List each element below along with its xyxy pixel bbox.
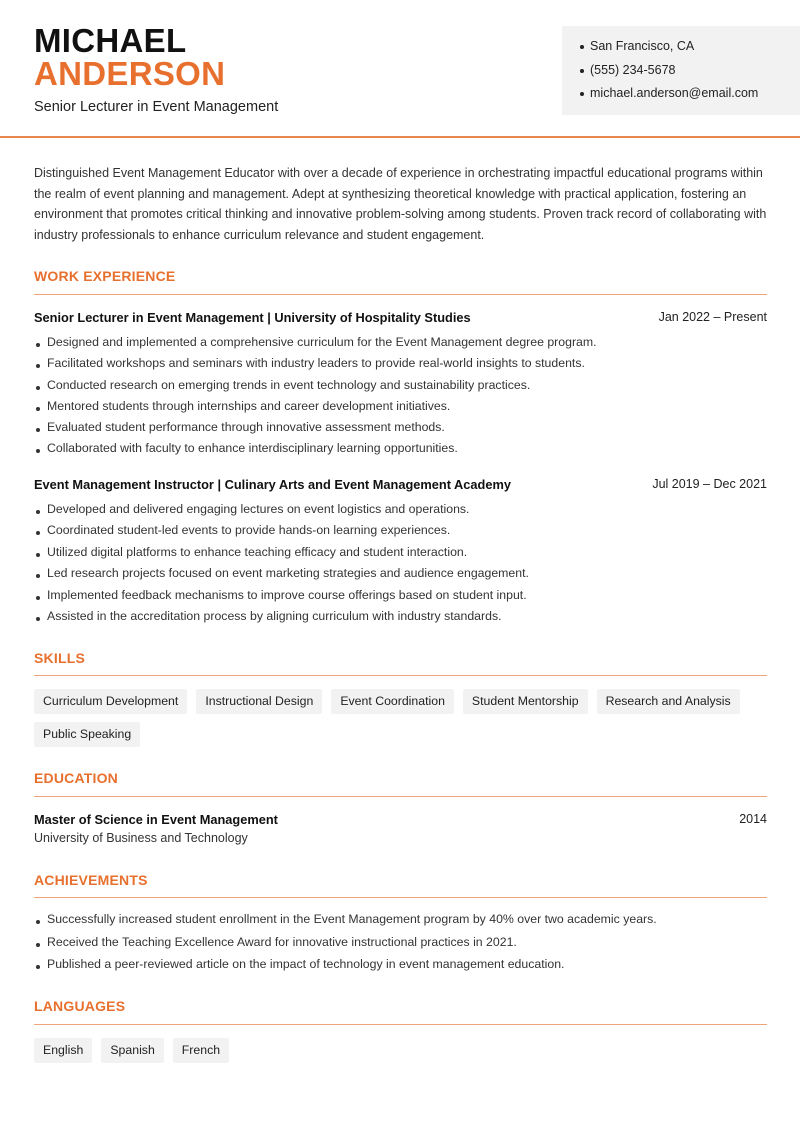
list-item: Designed and implemented a comprehensive curriculum for the Event Management degree program. bbox=[34, 335, 767, 356]
skill-tag: Research and Analysis bbox=[597, 689, 740, 714]
language-tag: English bbox=[34, 1038, 92, 1063]
job-role: Senior Lecturer in Event Management | University of Hospitality Studies bbox=[34, 310, 471, 325]
section-divider bbox=[34, 1024, 767, 1025]
section-divider bbox=[34, 675, 767, 676]
list-item: Developed and delivered engaging lectures on event logistics and operations. bbox=[34, 502, 767, 523]
skill-tag: Public Speaking bbox=[34, 722, 140, 747]
section-divider bbox=[34, 294, 767, 295]
contact-phone: (555) 234-5678 bbox=[580, 59, 800, 83]
list-item: Conducted research on emerging trends in event technology and sustainability practices. bbox=[34, 378, 767, 399]
skill-tag: Instructional Design bbox=[196, 689, 322, 714]
skill-tag: Event Coordination bbox=[331, 689, 454, 714]
section-title-achievements: ACHIEVEMENTS bbox=[34, 872, 148, 888]
section-title-work: WORK EXPERIENCE bbox=[34, 268, 176, 284]
list-item: Received the Teaching Excellence Award for innovative instructional practices in 2021. bbox=[34, 935, 767, 958]
skill-tag: Curriculum Development bbox=[34, 689, 187, 714]
section-divider bbox=[34, 796, 767, 797]
first-name: MICHAEL bbox=[34, 22, 187, 59]
job-bullets bbox=[34, 502, 767, 630]
list-item: Collaborated with faculty to enhance interdisciplinary learning opportunities. bbox=[34, 441, 767, 462]
job-dates: Jan 2022 – Present bbox=[658, 310, 767, 324]
list-item: Mentored students through internships and career development initiatives. bbox=[34, 399, 767, 420]
job-title: Senior Lecturer in Event Management bbox=[34, 99, 279, 115]
education-year: 2014 bbox=[739, 812, 767, 826]
list-item: Facilitated workshops and seminars with industry leaders to provide real-world insights to students. bbox=[34, 356, 767, 377]
language-tag: Spanish bbox=[101, 1038, 163, 1063]
contact-location: San Francisco, CA bbox=[580, 35, 800, 59]
last-name: ANDERSON bbox=[34, 55, 226, 92]
job-header bbox=[34, 310, 767, 325]
contact-box bbox=[562, 26, 800, 115]
list-item: Successfully increased student enrollment in the Event Management program by 40% over two academic years. bbox=[34, 912, 767, 935]
section-title-education: EDUCATION bbox=[34, 770, 118, 786]
section-divider bbox=[34, 897, 767, 898]
job-header bbox=[34, 477, 767, 492]
list-item: Implemented feedback mechanisms to improve course offerings based on student input. bbox=[34, 588, 767, 609]
section-title-languages: LANGUAGES bbox=[34, 998, 126, 1014]
achievements-list bbox=[34, 912, 767, 980]
list-item: Led research projects focused on event marketing strategies and audience engagement. bbox=[34, 566, 767, 587]
list-item: Assisted in the accreditation process by aligning curriculum with industry standards. bbox=[34, 609, 767, 630]
summary: Distinguished Event Management Educator with over a decade of experience in orchestrating impactful educational programs within the realm of event planning and management. Adept at synthesizing theoretical knowledge with practical application, fostering an environment that promotes critical thinking and innovative problem-solving among students. Proven track record of collaborating with industry professionals to enhance curriculum relevance and student engagement. bbox=[34, 166, 767, 243]
language-tag: French bbox=[173, 1038, 229, 1063]
job-role: Event Management Instructor | Culinary Arts and Event Management Academy bbox=[34, 477, 511, 492]
skills-list bbox=[34, 689, 767, 747]
education-degree: Master of Science in Event Management bbox=[34, 812, 278, 827]
languages-list bbox=[34, 1038, 767, 1063]
contact-email: michael.anderson@email.com bbox=[580, 82, 800, 106]
list-item: Coordinated student-led events to provide hands-on learning experiences. bbox=[34, 523, 767, 544]
resume-header bbox=[0, 0, 800, 138]
skill-tag: Student Mentorship bbox=[463, 689, 588, 714]
list-item: Utilized digital platforms to enhance teaching efficacy and student interaction. bbox=[34, 545, 767, 566]
job-dates: Jul 2019 – Dec 2021 bbox=[652, 477, 767, 491]
section-title-skills: SKILLS bbox=[34, 650, 85, 666]
list-item: Published a peer-reviewed article on the impact of technology in event management education. bbox=[34, 957, 767, 980]
list-item: Evaluated student performance through innovative assessment methods. bbox=[34, 420, 767, 441]
job-bullets bbox=[34, 335, 767, 463]
education-school: University of Business and Technology bbox=[34, 831, 248, 845]
